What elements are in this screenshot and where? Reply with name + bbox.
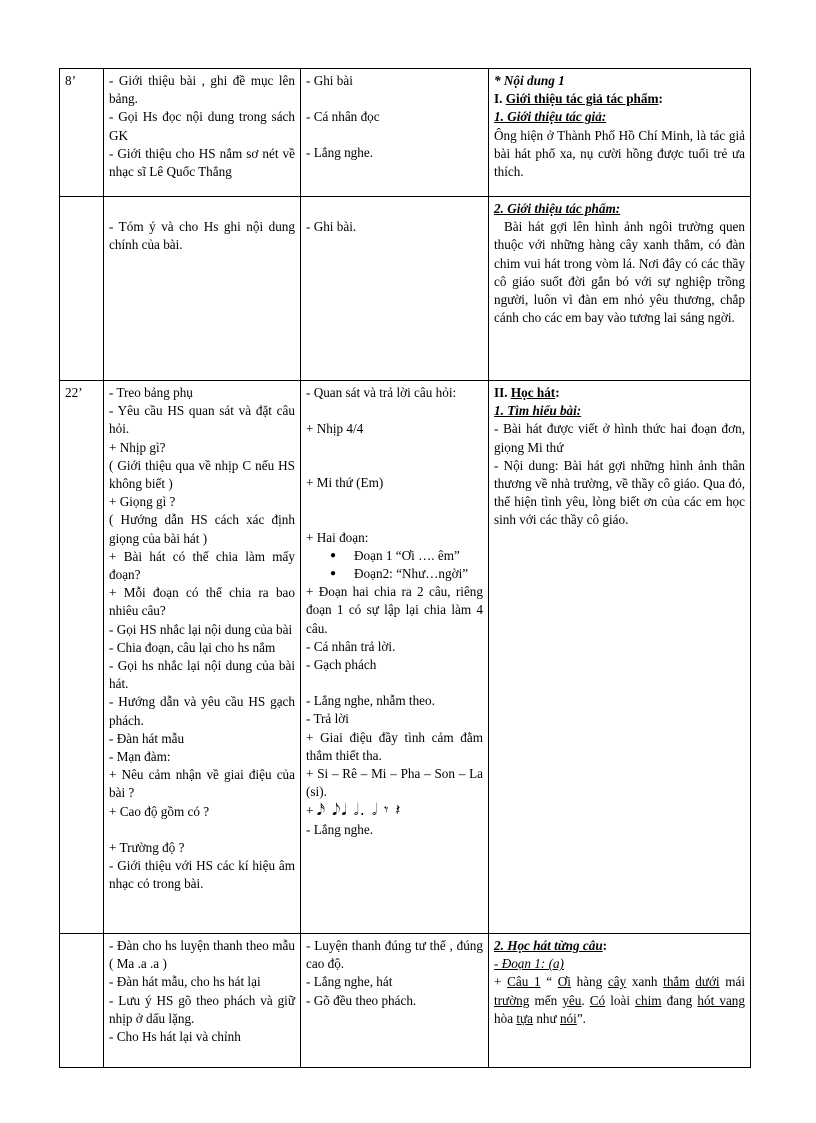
student-line: + Giai điệu đầy tình cảm đằm thắm thiết tha. [306, 729, 483, 763]
rhythm-notes: + 𝅘𝅥𝅯 𝅘𝅥𝅮𝅘𝅥 𝅗𝅥. 𝅗𝅥 𝄾 𝄽 [306, 800, 402, 820]
time-cell [60, 934, 104, 1068]
student-line: - Lắng nghe. [306, 145, 374, 161]
subsection-title: 1. Tìm hiểu bài: [494, 403, 582, 419]
teacher-line: - Giới thiệu với HS các kí hiệu âm nhạc có trong bài. [109, 858, 295, 892]
student-line: + Hai đoạn: [306, 529, 369, 545]
student-line: + Mi thứ (Em) [306, 475, 384, 491]
student-line: - Quan sát và trả lời câu hỏi: [306, 385, 457, 400]
teacher-line: - Đàn cho hs luyện thanh theo mẫu ( Ma .a .a ) [109, 938, 295, 972]
teacher-line: ( Giới thiệu qua về nhịp C nếu HS không biết ) [109, 457, 295, 492]
underlined-word: nói [559, 1010, 577, 1026]
underlined-word: dưới [695, 974, 720, 990]
content-paragraph: Bài hát gợi lên hình ảnh ngôi trường quen thuộc với những hàng cây xanh thắm, có đàn chim vui hát trong vòm lá. Nơi đây có các thầy cô giáo suốt đời gắn bó với sự nghiệp trồng người, luôn vì đàn em nhỏ yêu thương, chắp cánh cho các em bay vào tương lai sáng ngời. [494, 219, 745, 326]
verse-text: xanh [626, 974, 664, 990]
underlined-word: trường [494, 992, 530, 1008]
student-line: + Đoạn hai chia ra 2 câu, riêng đoạn 1 có sự lập lại chia làm 4 câu. [306, 584, 483, 636]
subsection-title: 1. Giới thiệu tác giả: [494, 109, 607, 125]
student-line: - Gạch phách [306, 657, 377, 673]
teacher-line: + Nhịp gì? [109, 439, 166, 455]
list-item: ● Đoạn 1 “Ơi …. êm” [354, 547, 483, 565]
teacher-line: - Gọi hs nhắc lại nội dung của bài hát. [109, 658, 295, 692]
table-row [60, 934, 751, 1068]
time-cell: 8’ [60, 69, 104, 197]
teacher-activity-cell [104, 197, 301, 381]
student-activity-cell [301, 381, 489, 934]
segment-list [306, 547, 483, 583]
teacher-line: + Bài hát có thể chia làm mấy đoạn? [109, 548, 295, 583]
table-row [60, 381, 751, 934]
teacher-line: - Đàn hát mẫu, cho hs hát lại [109, 974, 261, 990]
teacher-activity-cell [104, 69, 301, 197]
teacher-line: - Đàn hát mẫu [109, 730, 185, 746]
student-activity-cell [301, 197, 489, 381]
teacher-line: + Nêu cảm nhận về giai điệu của bài ? [109, 767, 295, 801]
content-paragraph: Ông hiện ở Thành Phố Hồ Chí Minh, là tác giả bài hát phố xa, nụ cười hồng được tuổi trẻ ưa thích. [494, 127, 745, 180]
teacher-line: + Cao độ gồm có ? [109, 803, 210, 819]
student-line: - Ghi bài [306, 73, 353, 88]
underlined-word: thắm [663, 974, 690, 990]
teacher-line: + Trường độ ? [109, 839, 185, 855]
student-line: - Lắng nghe, nhẫm theo. [306, 693, 435, 709]
teacher-line: + Mỗi đoạn có thể chia ra bao nhiêu câu? [109, 585, 295, 619]
teacher-line: - Lưu ý HS gõ theo phách và giữ nhịp ở dấu lặng. [109, 992, 295, 1026]
list-item: ● Đoạn2: “Như…ngời” [354, 565, 483, 583]
content-cell [489, 934, 751, 1068]
underlined-word: Có [589, 992, 606, 1008]
music-notes-icon: 𝅘𝅥𝅯 𝅘𝅥𝅮𝅘𝅥 𝅗𝅥. 𝅗𝅥 𝄾 𝄽 [316, 800, 402, 820]
underlined-word: cây [607, 974, 627, 990]
teacher-line: - Giới thiệu bài , ghi đề mục lên bảng. [109, 73, 295, 107]
content-cell [489, 197, 751, 381]
teacher-line: - Mạn đàm: [109, 749, 171, 765]
section-title: I. Giới thiệu tác giả tác phẩm: [494, 91, 663, 107]
underlined-word: Ơi [557, 974, 571, 990]
verse-text: đang [661, 992, 698, 1008]
student-line: - Cá nhân trả lời. [306, 638, 396, 654]
teacher-line: - Hướng dẫn và yêu cầu HS gạch phách. [109, 694, 295, 728]
verse-text: như [533, 1010, 560, 1026]
part-label: - Đoạn 1: (a) [494, 956, 564, 972]
teacher-line: - Treo bảng phụ [109, 385, 193, 400]
student-line: + Nhịp 4/4 [306, 421, 364, 437]
verse-text: loài [605, 992, 636, 1008]
content-paragraph: - Bài hát được viết ở hình thức hai đoạn đơn, giọng Mi thứ [494, 421, 745, 455]
student-line: - Lắng nghe, hát [306, 974, 393, 990]
student-line: - Cá nhân đọc [306, 109, 380, 125]
teacher-line: - Cho Hs hát lại và chỉnh [109, 1029, 241, 1045]
student-line: - Lắng nghe. [306, 821, 374, 837]
verse-text: ”. [576, 1010, 586, 1026]
lesson-plan-table [59, 68, 751, 1068]
student-line: - Trả lời [306, 711, 349, 727]
underlined-word: tựa [516, 1010, 534, 1026]
teacher-activity-cell [104, 381, 301, 934]
verse-text: mến [529, 992, 563, 1008]
student-line: - Ghi bài. [306, 219, 357, 234]
content-cell [489, 69, 751, 197]
verse-text: mái [719, 974, 746, 990]
section-title: II. Học hát: [494, 385, 560, 400]
teacher-line: ( Hướng dẫn HS cách xác định giọng của bài hát ) [109, 512, 295, 546]
teacher-line: - Yêu cầu HS quan sát và đặt câu hỏi. [109, 403, 295, 437]
verse-text: hòa [494, 1010, 517, 1026]
subsection-title: 2. Học hát từng câu: [494, 938, 608, 953]
time-cell [60, 197, 104, 381]
student-activity-cell [301, 934, 489, 1068]
student-line: + Si – Rê – Mi – Pha – Son – La (si). [306, 766, 483, 800]
underlined-word: yêu [562, 992, 582, 1008]
content-paragraph: - Nội dung: Bài hát gợi những hình ảnh thân thương về nhà trường, về thầy cô giáo. Qua đó, thể hiện tình yêu, lòng biết ơn của các em học sinh với các thầy cô giáo. [494, 457, 745, 528]
teacher-line: - Gọi Hs đọc nội dung trong sách GK [109, 109, 295, 143]
verse-line: + Câu 1 “ Ơi hàng cây xanh thắm dưới mái trường mến yêu. Có loài chim đang hót vang hòa tựa như nói”. [494, 974, 746, 1026]
student-line: - Gõ đều theo phách. [306, 992, 417, 1008]
student-line: - Luyện thanh đúng tư thế , đúng cao độ. [306, 938, 483, 972]
teacher-line: + Giọng gì ? [109, 494, 176, 510]
table-row [60, 69, 751, 197]
teacher-activity-cell [104, 934, 301, 1068]
time-cell: 22’ [60, 381, 104, 934]
teacher-line: - Gọi HS nhắc lại nội dung của bài [109, 621, 293, 637]
content-cell [489, 381, 751, 934]
table-row [60, 197, 751, 381]
teacher-line: - Tóm ý và cho Hs ghi nội dung chính của bài. [109, 219, 295, 253]
teacher-line: - Chia đoạn, câu lại cho hs nắm [109, 639, 276, 655]
content-heading: * Nội dung 1 [494, 73, 565, 88]
underlined-word: chim [635, 992, 662, 1008]
student-activity-cell [301, 69, 489, 197]
verse-text: “ [546, 974, 558, 990]
verse-text: hàng [570, 974, 608, 990]
verse-text: . [581, 992, 590, 1008]
subsection-title: 2. Giới thiệu tác phẩm: [494, 201, 621, 216]
teacher-line: - Giới thiệu cho HS nắm sơ nét về nhạc sĩ Lê Quốc Thắng [109, 145, 295, 180]
underlined-word: hót vang [697, 992, 745, 1008]
